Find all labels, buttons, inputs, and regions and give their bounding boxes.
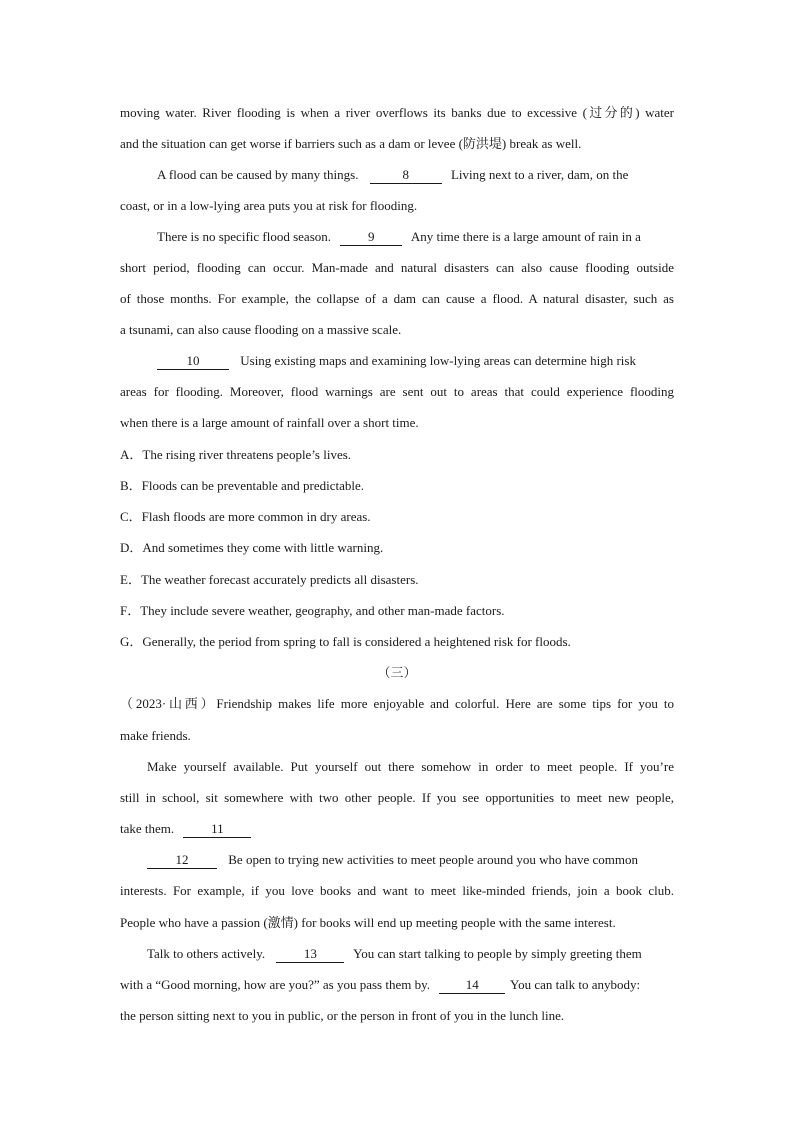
p11-text-before: take them. [120,821,175,836]
option-a[interactable]: A．The rising river threatens people’s lives. [120,447,352,462]
blank-13[interactable]: 13 [276,946,344,963]
p10-line-3: when there is a large amount of rainfall over a short time. [120,415,419,430]
paragraph-blank-12 [147,850,674,870]
p13-text-before: Talk to others actively. [147,946,266,961]
p8-text-before: A flood can be caused by many things. [157,167,359,182]
paragraph-blank-8 [157,165,674,185]
option-c[interactable]: C．Flash floods are more common in dry areas. [120,509,371,524]
p13-text-after: You can start talking to people by simply greeting them [353,946,642,961]
option-b[interactable]: B．Floods can be preventable and predictable. [120,478,365,493]
paragraph-blank-9 [157,227,674,247]
p9-line-4: a tsunami, can also cause flooding on a massive scale. [120,322,402,337]
blank-14[interactable]: 14 [439,977,505,994]
p11-line-2: still in school, sit somewhere with two other people. If you see opportunities to meet new people, [120,790,674,805]
option-d[interactable]: D．And sometimes they come with little warning. [120,540,384,555]
paragraph-blank-11 [120,819,674,839]
blank-10[interactable]: 10 [157,353,229,370]
p9-line-3: of those months. For example, the collapse of a dam can cause a flood. A natural disaster, such as [120,291,674,306]
p10-text-after: Using existing maps and examining low-lying areas can determine high risk [240,353,636,368]
blank-11[interactable]: 11 [183,821,251,838]
section-heading: （三） [377,665,417,680]
p10-line-2: areas for flooding. Moreover, flood warnings are sent out to areas that could experience flooding [120,384,674,399]
passage3-intro-line-1: （2023·山西）Friendship makes life more enjoyable and colorful. Here are some tips for you to [120,696,674,711]
p9-text-before: There is no specific flood season. [157,229,332,244]
blank-9[interactable]: 9 [340,229,402,246]
p14-text-before: with a “Good morning, how are you?” as you pass them by. [120,977,431,992]
option-g[interactable]: G．Generally, the period from spring to fall is considered a heightened risk for floods. [120,634,571,649]
passage2-intro-line-1: moving water. River flooding is when a river overflows its banks due to excessive (过分的) water [120,105,674,120]
paragraph-blank-10 [157,351,674,371]
blank-8[interactable]: 8 [370,167,442,184]
blank-12[interactable]: 12 [147,852,217,869]
p8-text-after: Living next to a river, dam, on the [450,167,629,182]
p12-line-2: interests. For example, if you love books and want to meet like-minded friends, join a book club. [120,883,674,898]
paragraph-blank-13 [147,944,674,964]
p11-line-1: Make yourself available. Put yourself out there somehow in order to meet people. If you’re [147,759,674,774]
option-e[interactable]: E．The weather forecast accurately predicts all disasters. [120,572,419,587]
p14-line-2: the person sitting next to you in public, or the person in front of you in the lunch line. [120,1008,565,1023]
paragraph-blank-14 [120,975,674,995]
p9-line-2: short period, flooding can occur. Man-made and natural disasters can also cause flooding outside [120,260,674,275]
p12-line-3: People who have a passion (激情) for books will end up meeting people with the same interest. [120,915,616,930]
passage3-intro-line-2: make friends. [120,728,191,743]
p14-text-after: You can talk to anybody: [510,977,641,992]
option-f[interactable]: F．They include severe weather, geography, and other man-made factors. [120,603,505,618]
passage2-intro-line-2: and the situation can get worse if barriers such as a dam or levee (防洪堤) break as well. [120,136,582,151]
p8-line-2: coast, or in a low-lying area puts you at risk for flooding. [120,198,418,213]
p12-text-after: Be open to trying new activities to meet people around you who have common [228,852,639,867]
p9-text-after: Any time there is a large amount of rain in a [410,229,641,244]
